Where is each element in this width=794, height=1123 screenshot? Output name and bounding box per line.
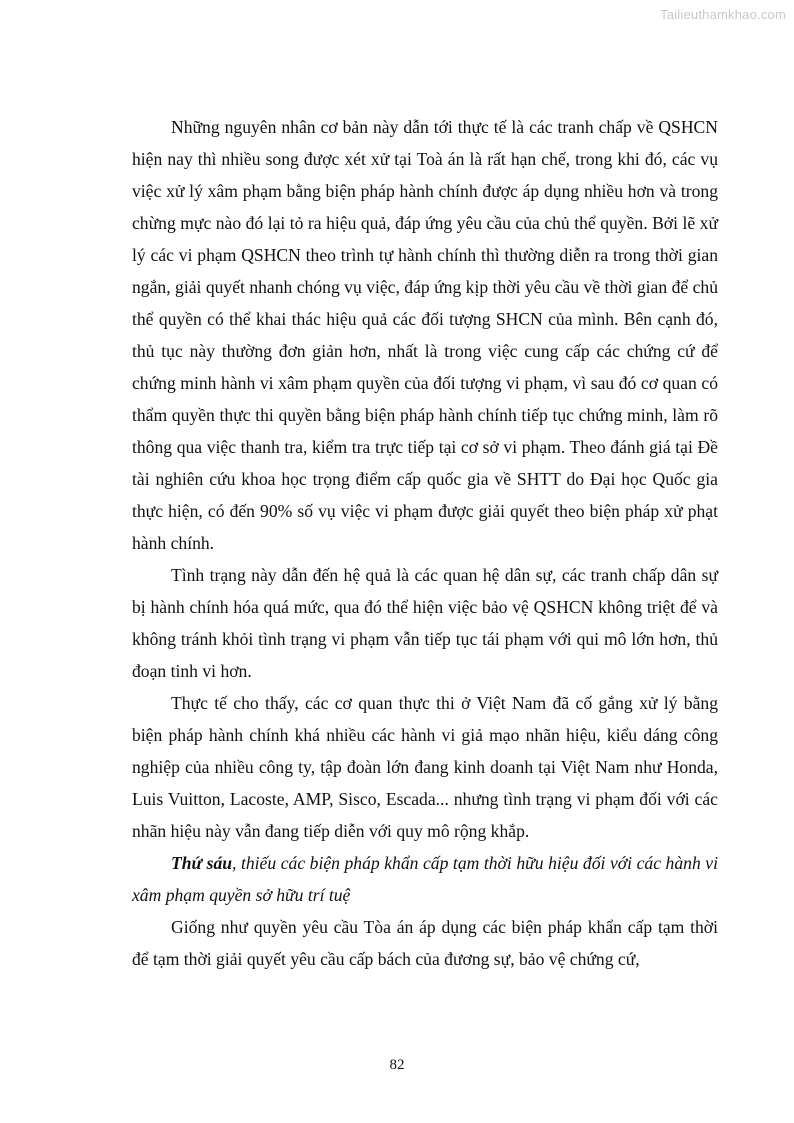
watermark: Tailieuthamkhao.com [660,7,786,22]
section-heading-rest: , thiếu các biện pháp khẩn cấp tạm thời hữu hiệu đối với các hành vi xâm phạm quyền sở hữu trí tuệ [132,853,718,905]
paragraph-3: Thực tế cho thấy, các cơ quan thực thi ở Việt Nam đã cố gắng xử lý bằng biện pháp hành chính khá nhiều các hành vi giả mạo nhãn hiệu, kiểu dáng công nghiệp của nhiều công ty, tập đoàn lớn đang kinh doanh tại Việt Nam như Honda, Luis Vuitton, Lacoste, AMP, Sisco, Escada... nhưng tình trạng vi phạm đối với các nhãn hiệu này vẫn đang tiếp diễn với quy mô rộng khắp. [132,693,718,841]
section-heading [132,847,718,911]
paragraph-2: Tình trạng này dẫn đến hệ quả là các quan hệ dân sự, các tranh chấp dân sự bị hành chính hóa quá mức, qua đó thể hiện việc bảo vệ QSHCN không triệt để và không tránh khỏi tình trạng vi phạm vẫn tiếp tục tái phạm với qui mô lớn hơn, thủ đoạn tinh vi hơn. [132,565,718,681]
document-body [132,111,718,975]
paragraph-1: Những nguyên nhân cơ bản này dẫn tới thực tế là các tranh chấp về QSHCN hiện nay thì nhiều song được xét xử tại Toà án là rất hạn chế, trong khi đó, các vụ việc xử lý xâm phạm bằng biện pháp hành chính được áp dụng nhiều hơn và trong chừng mực nào đó lại tỏ ra hiệu quả, đáp ứng yêu cầu của chủ thể quyền. Bởi lẽ xử lý các vi phạm QSHCN theo trình tự hành chính thì thường diễn ra trong thời gian ngắn, giải quyết nhanh chóng vụ việc, đáp ứng kịp thời yêu cầu về thời gian để chủ thể quyền có thể khai thác hiệu quả các đối tượng SHCN của mình. Bên cạnh đó, thủ tục này thường đơn giản hơn, nhất là trong việc cung cấp các chứng cứ để chứng minh hành vi xâm phạm quyền của đối tượng vi phạm, vì sau đó cơ quan có thẩm quyền thực thi quyền bằng biện pháp hành chính tiếp tục chứng minh, làm rõ thông qua việc thanh tra, kiểm tra trực tiếp tại cơ sở vi phạm. Theo đánh giá tại Đề tài nghiên cứu khoa học trọng điểm cấp quốc gia về SHTT do Đại học Quốc gia thực hiện, có đến 90% số vụ việc vi phạm được giải quyết theo biện pháp xử phạt hành chính. [132,117,718,553]
page-number: 82 [389,1057,405,1073]
paragraph-4: Giống như quyền yêu cầu Tòa án áp dụng các biện pháp khẩn cấp tạm thời để tạm thời giải quyết yêu cầu cấp bách của đương sự, bảo vệ chứng cứ, [132,917,718,969]
section-heading-bold: Thứ sáu [171,853,233,873]
